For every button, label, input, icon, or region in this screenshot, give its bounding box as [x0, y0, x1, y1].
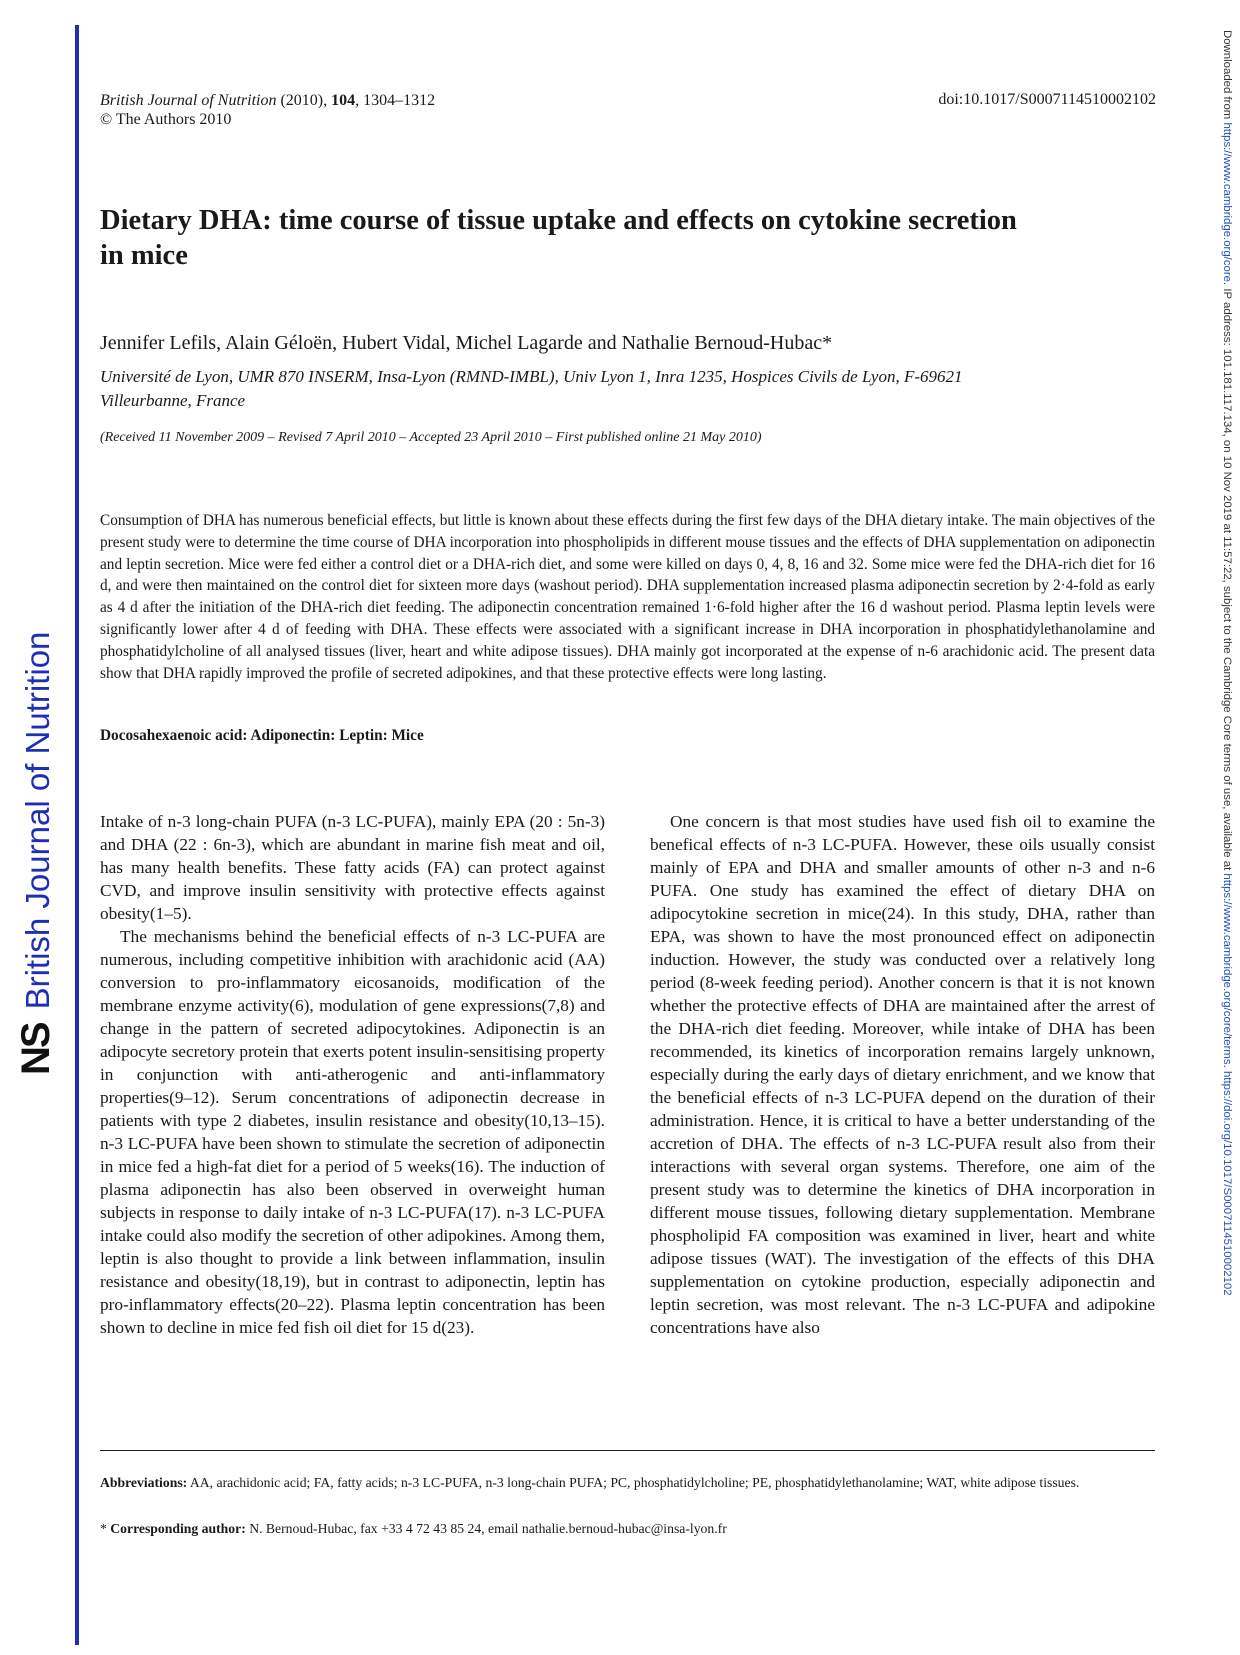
- corresponding-author-footnote: * Corresponding author: N. Bernoud-Hubac, fax +33 4 72 43 85 24, email nathalie.bernoud-hubac@insa-lyon.fr: [100, 1521, 727, 1536]
- volume: 104: [331, 92, 356, 109]
- left-blue-rule: [75, 25, 79, 1645]
- body-column-right: [650, 810, 1155, 1339]
- footnote-divider: [100, 1450, 1155, 1451]
- doi-link[interactable]: https://doi.org/10.1017/S0007114510002102: [1221, 1070, 1233, 1296]
- doi-header: doi:10.1017/S0007114510002102: [938, 91, 1156, 108]
- body-column-left: [100, 810, 605, 1339]
- author-list: Jennifer Lefils, Alain Géloën, Hubert Vidal, Michel Lagarde and Nathalie Bernoud-Hubac*: [100, 332, 833, 354]
- corresponding-author-contact: N. Bernoud-Hubac, fax +33 4 72 43 85 24, email nathalie.bernoud-hubac@insa-lyon.fr: [245, 1521, 727, 1536]
- download-notice: Downloaded from https://www.cambridge.org/core. IP address: 101.181.117.134, on 10 Nov 2019 at 11:57:22, subject to the Cambridge Core terms of use, available at https://www.cambridge.org/core/terms. https://doi.org/10.1017/S0007114510002102: [1221, 30, 1233, 1296]
- article-title: Dietary DHA: time course of tissue uptake and effects on cytokine secretion in mice: [100, 205, 1017, 271]
- cambridge-core-link[interactable]: https://www.cambridge.org/core: [1221, 122, 1233, 282]
- copyright: © The Authors 2010: [100, 111, 232, 128]
- abstract: Consumption of DHA has numerous beneficial effects, but little is known about these effects during the first few days of the DHA dietary intake. The main objectives of the present study were to determine the time course of DHA incorporation into phospholipids in different mouse tissues and the effects of DHA supplementation on adiponectin and leptin secretion. Mice were fed either a control diet or a DHA-rich diet, and some were killed on days 0, 4, 8, 16 and 32. Some mice were fed the DHA-rich diet for 16 d, and were then maintained on the control diet for sixteen more days (washout period). DHA supplementation increased plasma adiponectin secretion by 2·4-fold as early as 4 d after the initiation of the DHA-rich diet feeding. The adiponectin concentration remained 1·6-fold higher after the 16 d washout period. Plasma leptin levels were significantly lower after 4 d of feeding with DHA. These effects were associated with a significant increase in DHA incorporation in phosphatidylethanolamine and phosphatidylcholine of all analysed tissues (liver, heart and white adipose tissues). DHA mainly got incorporated at the expense of n-6 arachidonic acid. The present data show that DHA rapidly improved the profile of secreted adipokines, and that these protective effects were long lasting.: [100, 512, 1155, 682]
- terms-link[interactable]: https://www.cambridge.org/core/terms: [1221, 873, 1233, 1065]
- paragraph: One concern is that most studies have used fish oil to examine the benefical effects of n-3 LC-PUFA. However, these oils usually consist mainly of EPA and DHA and smaller amounts of other n-3 and n-6 PUFA. One study has examined the effect of dietary DHA on adipocytokine secretion in mice(24). In this study, DHA, rather than EPA, was shown to have the most pronounced effect on adiponectin induction. However, the study was conducted over a relatively long period (8-week feeding period). Another concern is that it is not known whether the protective effects of DHA are maintained after the arrest of the DHA-rich diet feeding. Moreover, while intake of DHA has been recommended, its kinetics of incorporation remains largely unknown, especially during the early days of dietary enrichment, and we know that the beneficial effects of n-3 LC-PUFA depend on the duration of their administration. Hence, it is critical to have a better understanding of the accretion of DHA. The effects of n-3 LC-PUFA result also from their interactions with several organ systems. Therefore, one aim of the present study was to determine the kinetics of DHA incorporation in different mouse tissues, following dietary supplementation. Membrane phospholipid FA composition was examined in liver, heart and white adipose tissues (WAT). The investigation of the effects of this DHA supplementation on cytokine production, especially adiponectin and leptin secretion, was most relevant. The n-3 LC-PUFA and adipokine concentrations have also: [650, 812, 1155, 1337]
- paragraph: Intake of n-3 long-chain PUFA (n-3 LC-PUFA), mainly EPA (20 : 5n-3) and DHA (22 : 6n-3), which are abundant in marine fish meat and oil, has many health benefits. These fatty acids (FA) can protect against CVD, and improve insulin sensitivity with protective effects against obesity(1–5).: [100, 812, 605, 923]
- abbreviations-footnote: Abbreviations: AA, arachidonic acid; FA, fatty acids; n-3 LC-PUFA, n-3 long-chain PUFA; PC, phosphatidylcholine; PE, phosphatidylethanolamine; WAT, white adipose tissues.: [100, 1475, 1080, 1490]
- journal-name-vertical: British Journal of Nutrition: [19, 631, 56, 1010]
- ns-logo: NS: [14, 1023, 58, 1075]
- journal-title: British Journal of Nutrition: [100, 92, 277, 109]
- journal-side-banner: [14, 632, 59, 1075]
- paragraph: The mechanisms behind the beneficial effects of n-3 LC-PUFA are numerous, including competitive inhibition with arachidonic acid (AA) conversion to pro-inflammatory eicosanoids, modification of the membrane enzyme activity(6), modulation of gene expressions(7,8) and change in the pattern of secreted adipocytokines. Adiponectin is an adipocyte secretory protein that exerts potent insulin-sensitising property in conjunction with anti-atherogenic and anti-inflammatory properties(9–12). Serum concentrations of adiponectin decrease in patients with type 2 diabetes, insulin resistance and obesity(10,13–15). n-3 LC-PUFA have been shown to stimulate the secretion of adiponectin in mice fed a high-fat diet for a period of 5 weeks(16). The induction of plasma adiponectin has also been observed in overweight human subjects in response to daily intake of n-3 LC-PUFA(17). n-3 LC-PUFA intake could also modify the secretion of other adipokines. Among them, leptin is also thought to provide a link between inflammation, insulin resistance and obesity(18,19), but in contrast to adiponectin, leptin has pro-inflammatory effects(20–22). Plasma leptin concentration has been shown to decline in mice fed fish oil diet for 15 d(23).: [100, 927, 605, 1337]
- received-dates: (Received 11 November 2009 – Revised 7 April 2010 – Accepted 23 April 2010 – First published online 21 May 2010): [100, 430, 762, 445]
- affiliation: Université de Lyon, UMR 870 INSERM, Insa-Lyon (RMND-IMBL), Univ Lyon 1, Inra 1235, Hospices Civils de Lyon, F-69621 Villeurbanne, France: [100, 367, 963, 410]
- keywords: Docosahexaenoic acid: Adiponectin: Leptin: Mice: [100, 727, 424, 744]
- citation-header: British Journal of Nutrition (2010), 104, 1304–1312 © The Authors 2010: [100, 92, 436, 128]
